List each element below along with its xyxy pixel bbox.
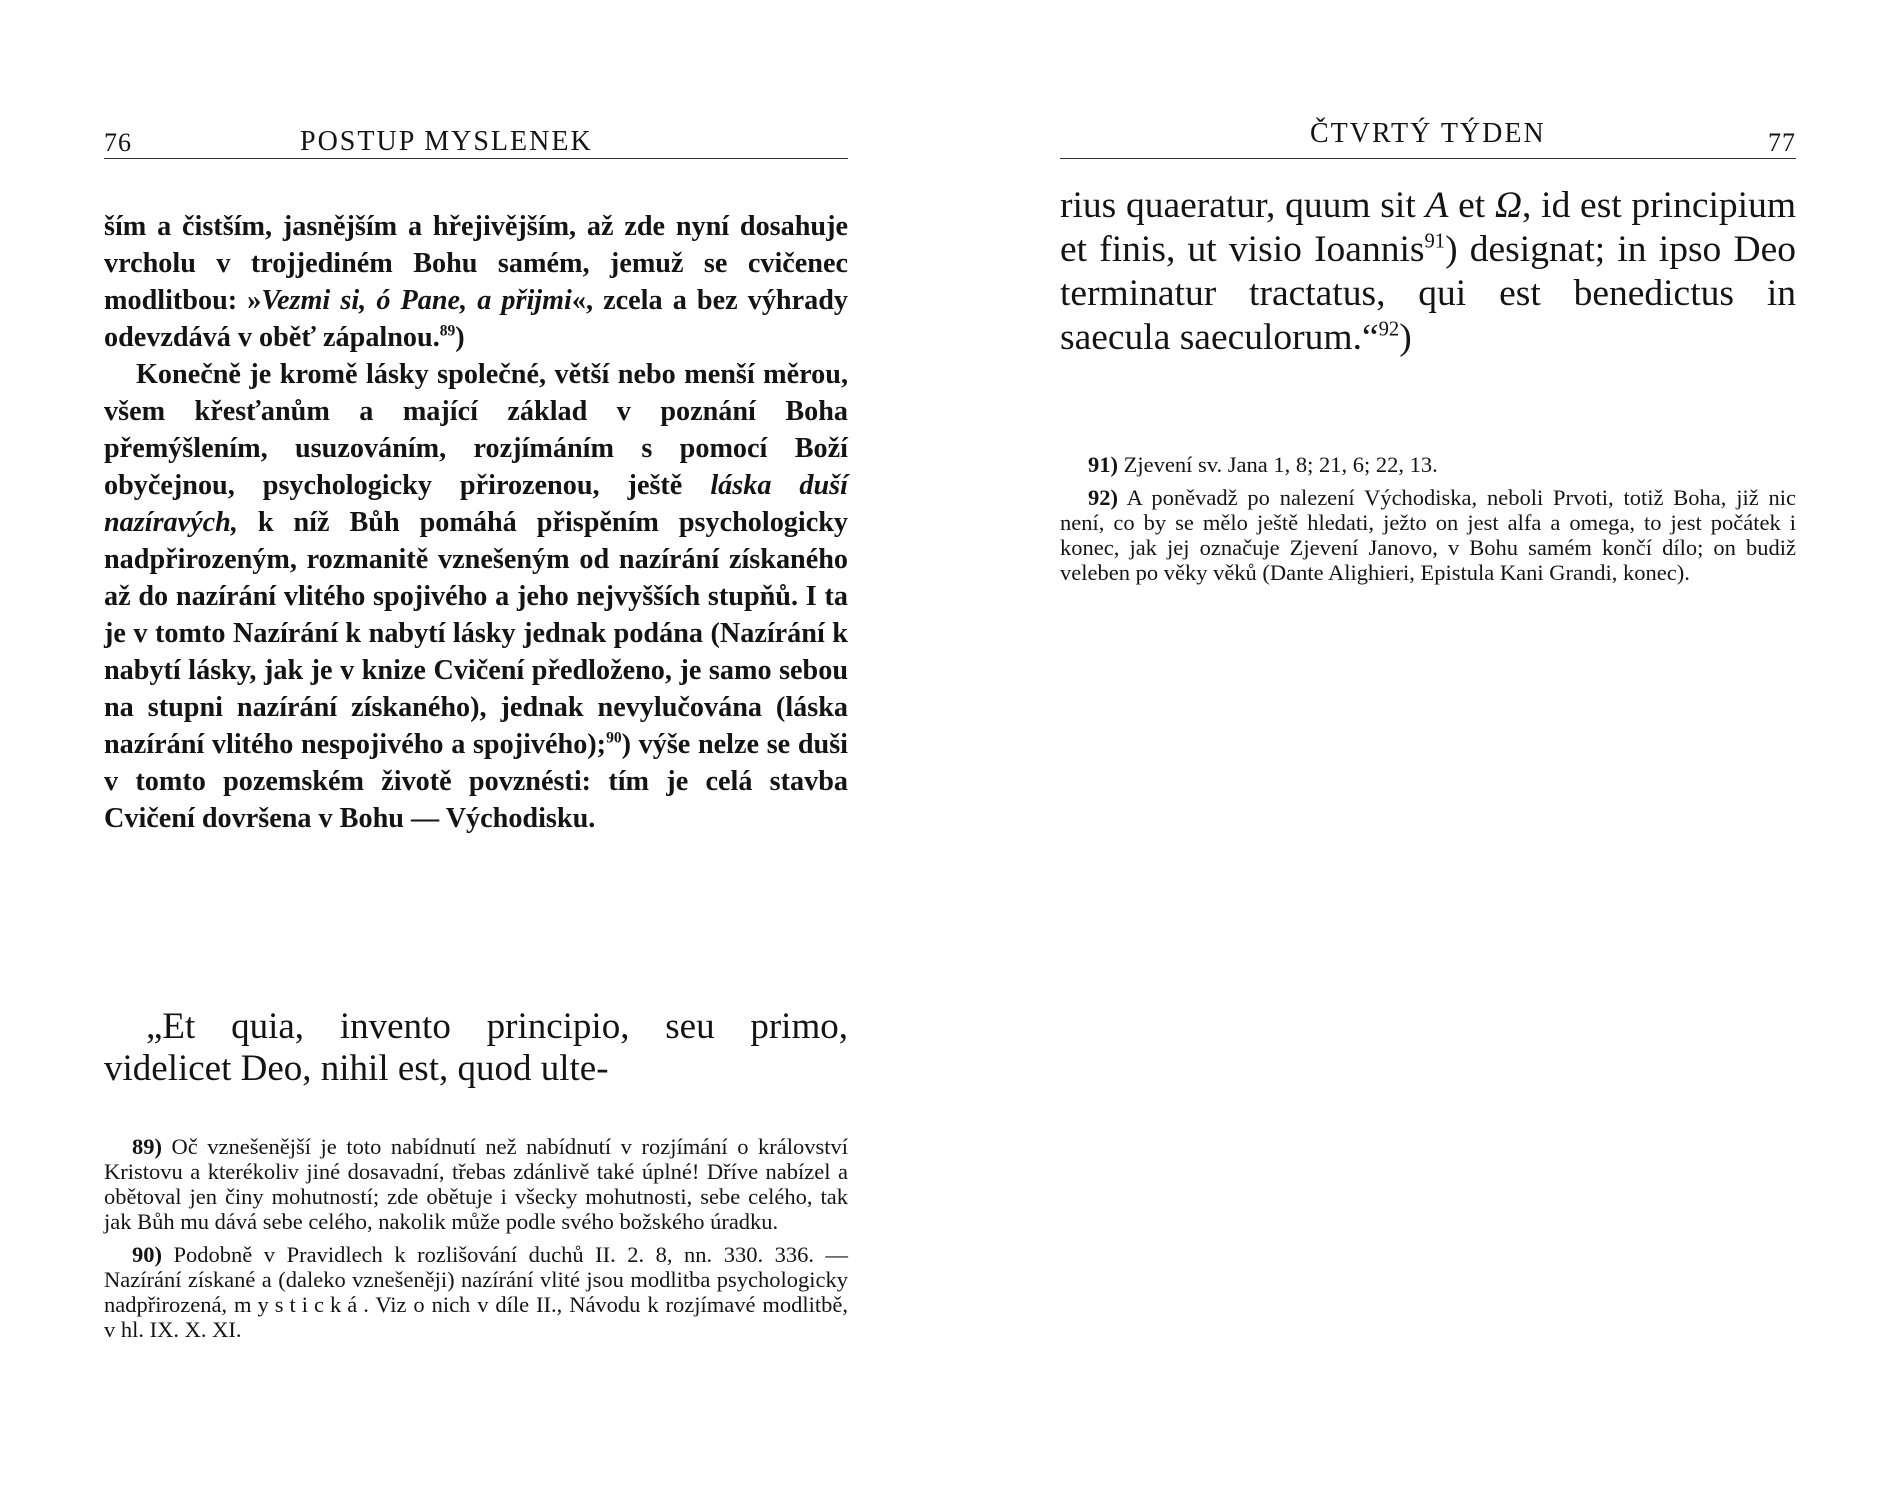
text-run: ) výše nelze se duši v tomto pozemském životě povznésti: tím je celá stavba Cvičení dovršena v Bohu — Východisku. xyxy=(104,729,849,834)
footnote-number: 89) xyxy=(132,1134,162,1159)
footnote-ref-91: 91 xyxy=(1424,230,1446,253)
paragraph-1 xyxy=(104,208,848,356)
right-page xyxy=(946,0,1892,1500)
page-number: 76 xyxy=(104,128,132,157)
footnote-number: 92) xyxy=(1088,485,1118,510)
omega-letter: Ω xyxy=(1494,185,1523,226)
footnote-text: Podobně v Pravidlech k rozlišování duchů II. 2. 8, nn. 330. 336. — Nazírání získané a (daleko vznešeněji) nazírání vlité jsou modlitba psychologicky nadpřirozená, xyxy=(104,1242,848,1317)
italic-phrase: láska duší nazíravých, xyxy=(104,470,848,538)
left-page-header xyxy=(104,118,848,159)
running-head: ČTVRTÝ TÝDEN xyxy=(1310,118,1546,149)
latin-quote-continued xyxy=(1060,184,1796,360)
latin-text xyxy=(1060,184,1796,360)
footnote-text: Zjevení sv. Jana 1, 8; 21, 6; 22, 13. xyxy=(1118,452,1438,477)
footnote-90 xyxy=(104,1242,848,1342)
footnote-number: 90) xyxy=(132,1242,162,1267)
text-run: «, zcela a bez výhrady odevzdává v oběť zápalnou. xyxy=(104,285,848,353)
spaced-word: mystická xyxy=(233,1292,364,1317)
page-number: 77 xyxy=(1768,128,1796,157)
latin-text: „Et quia, invento principio, seu primo, videlicet Deo, nihil est, quod ulte- xyxy=(104,1006,848,1089)
text-run: ) xyxy=(1399,317,1412,358)
text-run: k níž Bůh pomáhá přispěním psychologicky nadpřirozeným, rozmanitě vznešeným od nazírání získaného až do nazírání vlitého spojivého a jeho nejvyšších stupňů. I ta je v tomto Nazírání k nabytí lásky jednak podána (Nazírání k nabytí lásky, jak je v knize Cvičení předloženo, je samo sebou na stupni nazírání získaného), jednak nevylučována (láska nazírání vlitého nespojivého a spojivého); xyxy=(104,507,848,760)
footnote-text: Oč vznešenější je toto nabídnutí než nabídnutí v rozjímání o království Kristovu a kterékoliv jiné dosavadní, třebas zdánlivě také úplné! Dříve nabízel a obětoval jen činy mohutností; zde obětuje i všecky mohutnosti, sebe celého, tak jak Bůh mu dává sebe celého, nakolik může podle svého božského úradku. xyxy=(104,1134,848,1234)
text-run: Konečně je kromě lásky společné, větší nebo menší měrou, všem křesťanům a mající základ v poznání Boha přemýšlením, usuzováním, rozjímáním s pomocí Boží obyčejnou, psychologicky přirozenou, ještě xyxy=(104,359,848,501)
footnote-91 xyxy=(1060,452,1796,477)
text-run: ) designat; in ipso Deo terminatur tractatus, qui est benedictus in saecula saeculorum.“ xyxy=(1060,229,1796,358)
footnote-ref-92: 92 xyxy=(1378,318,1400,341)
text-run: ) xyxy=(455,322,465,353)
text-run: , id est principium et finis, ut visio Ioannis xyxy=(1060,185,1796,270)
italic-quote: Vezmi si, ó Pane, a přijmi xyxy=(261,285,572,316)
running-head: POSTUP MYSLENEK xyxy=(300,126,593,157)
text-run: et xyxy=(1448,185,1495,226)
footnote-92 xyxy=(1060,485,1796,585)
footnote-ref-90: 90 xyxy=(606,729,622,747)
right-page-header xyxy=(1060,118,1796,159)
footnote-ref-89: 89 xyxy=(439,322,456,340)
footnote-89 xyxy=(104,1134,848,1234)
main-text xyxy=(104,208,848,837)
paragraph-2 xyxy=(104,356,848,837)
text-run: ším a čistším, jasnějším a hřejivějším, až zde nyní dosahuje vrcholu v trojjediném Bohu samém, jemuž se cvičenec modlitbou: » xyxy=(104,211,848,316)
footnote-text: A poněvadž po nalezení Východiska, neboli Prvoti, totiž Boha, již nic není, co by se mělo ještě hledati, ježto on jest alfa a omega, to jest počátek i konec, jak jej označuje Zjevení Janovo, v Bohu samém končí dílo; on budiž veleben po věky věků (Dante Alighieri, Epistula Kani Grandi, konec). xyxy=(1060,485,1796,585)
footnote-text: . Viz o nich v díle II., Návodu k rozjímavé modlitbě, v hl. IX. X. XI. xyxy=(104,1292,849,1342)
footnotes xyxy=(1060,452,1796,593)
footnotes xyxy=(104,1134,848,1350)
text-run: rius quaeratur, quum sit xyxy=(1060,185,1426,226)
footnote-number: 91) xyxy=(1088,452,1118,477)
alpha-letter: A xyxy=(1425,185,1449,226)
latin-quote xyxy=(104,1006,848,1090)
